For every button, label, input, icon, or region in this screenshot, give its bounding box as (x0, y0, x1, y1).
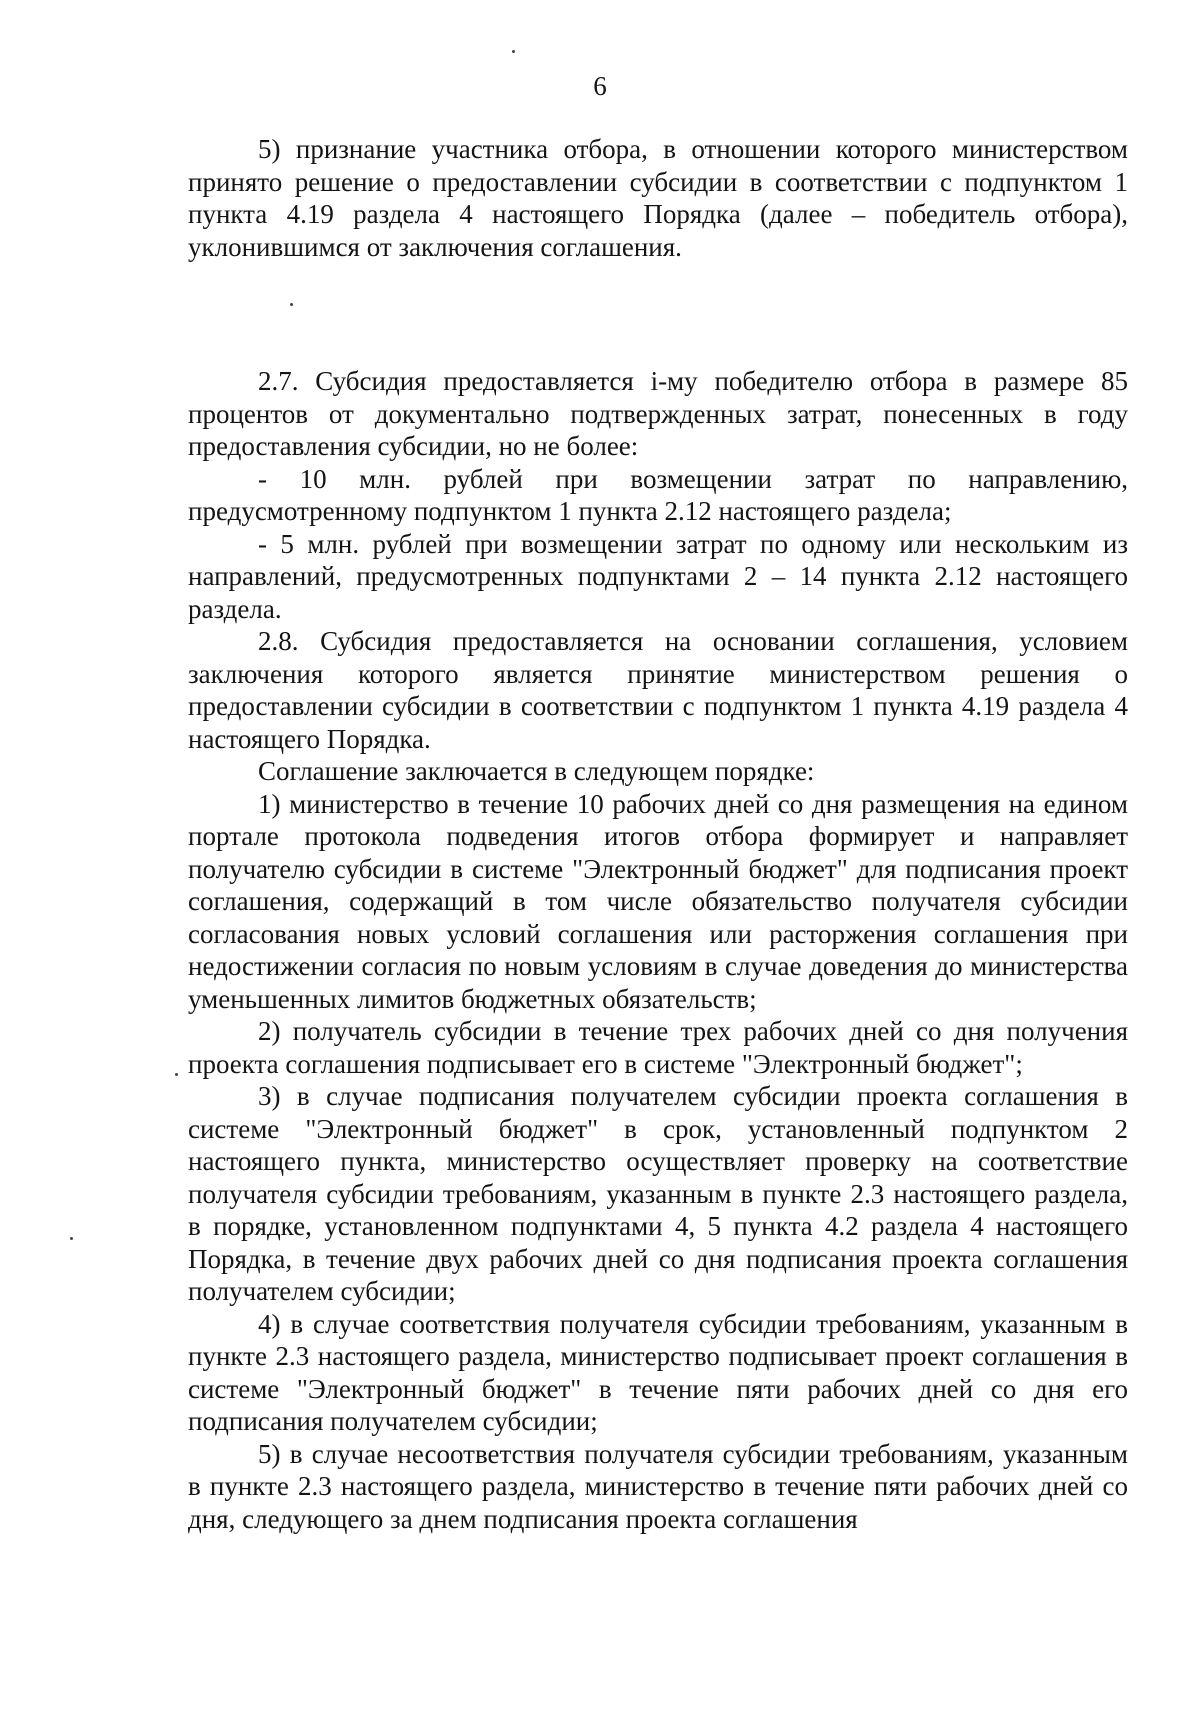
paragraph-group (188, 133, 1128, 263)
paragraph: 1) министерство в течение 10 рабочих дней со дня размещения на едином портале протокола подведения итогов отбора формирует и направляет получателю субсидии в системе "Электронный бюджет" для подписания проект соглашения, содержащий в том числе обязательство получателя субсидии согласования новых условий соглашения или расторжения соглашения при недостижении согласия по новым условиям в случае доведения до министерства уменьшенных лимитов бюджетных обязательств; (188, 788, 1128, 1014)
paragraph: 2.7. Субсидия предоставляется i-му победителю отбора в размере 85 процентов от документально подтвержденных затрат, понесенных в году предоставления субсидии, но не более: (188, 366, 1128, 461)
paragraph-group (188, 365, 1128, 1535)
page-number: 6 (593, 71, 607, 101)
scan-speck (175, 1073, 178, 1076)
paragraph: 2) получатель субсидии в течение трех рабочих дней со дня получения проекта соглашения подписывает его в системе "Электронный бюджет"; (188, 1016, 1128, 1079)
scan-speck (290, 303, 293, 306)
paragraph: - 10 млн. рублей при возмещении затрат по направлению, предусмотренному подпунктом 1 пункта 2.12 настоящего раздела; (188, 463, 1128, 526)
paragraph: 2.8. Субсидия предоставляется на основании соглашения, условием заключения которого является принятие министерством решения о предоставлении субсидии в соответствии с подпунктом 1 пункта 4.19 раздела 4 настоящего Порядка. (188, 626, 1128, 754)
scan-speck (512, 50, 515, 53)
paragraph: 5) признание участника отбора, в отношении которого министерством принято решение о предоставлении субсидии в соответствии с подпунктом 1 пункта 4.19 раздела 4 настоящего Порядка (далее – победитель отбора), уклонившимся от заключения соглашения. (188, 134, 1128, 262)
paragraph: - 5 млн. рублей при возмещении затрат по одному или нескольким из направлений, предусмотренных подпунктами 2 – 14 пункта 2.12 настоящего раздела. (188, 528, 1128, 624)
paragraph: Соглашение заключается в следующем порядке: (258, 756, 815, 786)
paragraph: 3) в случае подписания получателем субсидии проекта соглашения в системе "Электронный бюджет" в срок, установленный подпунктом 2 настоящего пункта, министерство осуществляет проверку на соответствие получателя субсидии требованиям, указанным в пункте 2.3 настоящего раздела, в порядке, установленном подпунктами 4, 5 пункта 4.2 раздела 4 настоящего Порядка, в течение двух рабочих дней со дня подписания проекта соглашения получателем субсидии; (188, 1081, 1128, 1306)
scan-speck (70, 1237, 73, 1240)
paragraph: 4) в случае соответствия получателя субсидии требованиям, указанным в пункте 2.3 настоящего раздела, министерство подписывает проект соглашения в системе "Электронный бюджет" в течение пяти рабочих дней со дня его подписания получателем субсидии; (188, 1308, 1128, 1436)
paragraph: 5) в случае несоответствия получателя субсидии требованиям, указанным в пункте 2.3 настоящего раздела, министерство в течение пяти рабочих дней со дня, следующего за днем подписания проекта соглашения (188, 1438, 1128, 1534)
